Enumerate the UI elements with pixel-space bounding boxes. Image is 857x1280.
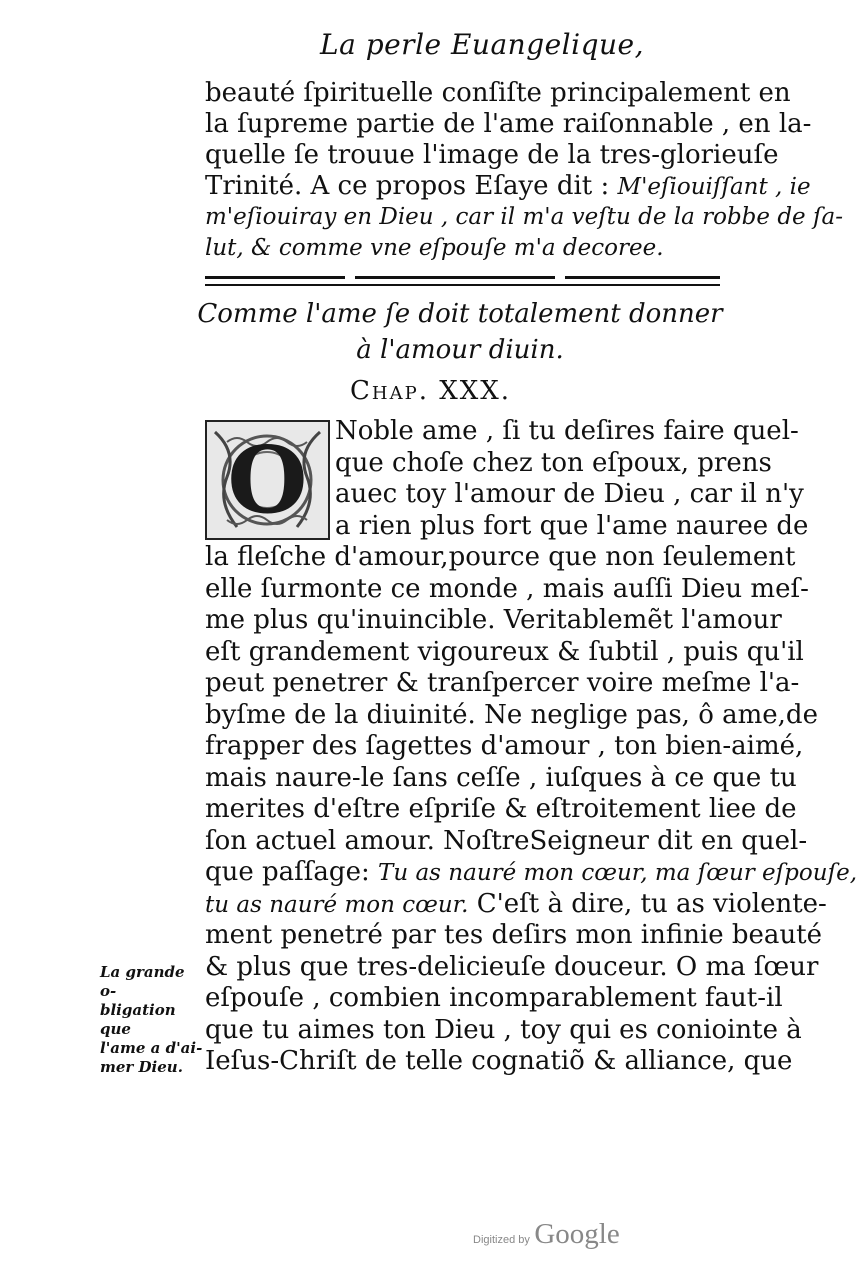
text-line [205,857,857,889]
text-line: ſon actuel amour. NoſtreSeigneur dit en quel- [205,825,808,856]
text-line: peut penetrer & tranſpercer voire meſme l'a- [205,668,800,698]
watermark-prefix: Digitized by [473,1234,530,1246]
text-line: ment penetré par tes deſirs mon infinie beauté [205,920,823,950]
quote-segment: tu as nauré mon cœur. [205,891,469,918]
quote-line: m'eſiouiray en Dieu , car il m'a veſtu de la robbe de ſa- [205,204,843,230]
text-segment: C'eſt à dire, tu as violente- [476,888,827,919]
margin-note-line: l'ame a d'ai- [100,1039,203,1057]
text-line: frapper des ſagettes d'amour , ton bien-aimé, [205,731,804,761]
text-line: me plus qu'inuincible. Veritablemẽt l'amour [205,605,782,635]
text-line: que tu aimes ton Dieu , toy qui es coniointe à [205,1014,802,1045]
text-line: que choſe chez ton eſpoux, prens [335,447,772,478]
text-line [205,888,827,921]
margin-note-line: bligation que [100,1001,176,1038]
text-line: a rien plus fort que l'ame nauree de [335,510,809,541]
text-line: & plus que tres-delicieuſe douceur. O ma ſœur [205,951,819,982]
text-line: mais naure-le ſans ceſſe , iuſques à ce que tu [205,762,797,793]
text-line: auec toy l'amour de Dieu , car il n'y [335,479,804,509]
text-segment: que paſſage: [205,857,370,887]
running-head: La perle Euangelique, [320,28,645,61]
chapter-title-line: à l'amour diuin. [356,335,564,365]
drop-cap-letter: O [227,426,308,534]
text-line: eſt grandement vigoureux & ſubtil , puis qu'il [205,636,804,667]
chapter-title-line: Comme l'ame ſe doit totalement donner [197,299,723,329]
text-line: la fleſche d'amour,pource que non ſeulement [205,542,796,572]
chapter-number: Chap. XXX. [350,376,512,406]
top-paragraph [205,78,843,264]
quote-segment: Tu as nauré mon cœur, ma ſœur eſpouſe, [378,860,857,886]
margin-note-line: mer Dieu. [100,1058,183,1076]
text-line: byſme de la diuinité. Ne neglige pas, ô ame,de [205,699,818,730]
quote-line: lut, & comme vne eſpouſe m'a decoree. [205,235,664,261]
body-paragraph [205,416,857,1078]
margin-note-line: La grande o- [100,963,185,1000]
text-line: beauté ſpirituelle conſiſte principalement en [205,78,791,108]
quote-segment: M'eſiouiſſant , ie [617,174,811,200]
text-line: merites d'eſtre eſpriſe & eſtroitement liee de [205,794,797,824]
text-line: eſpouſe , combien incomparablement faut-il [205,983,783,1013]
text-line: quelle ſe trouue l'image de la tres-glorieuſe [205,140,779,170]
watermark-logo-text: Google [534,1218,620,1250]
section-rule [205,276,720,290]
text-segment: Trinité. A ce propos Eſaye dit : [205,171,610,201]
text-line: Noble ame , ſi tu deſires faire quel- [335,416,799,446]
margin-note [100,963,205,1077]
text-line: la ſupreme partie de l'ame raiſonnable , en la- [205,109,812,139]
text-line [205,171,811,202]
digitization-watermark [473,1218,620,1251]
text-line: Ieſus-Chriſt de telle cognatiõ & alliance, que [205,1046,793,1076]
text-line: elle ſurmonte ce monde , mais auſſi Dieu meſ- [205,573,809,604]
chapter-title [190,296,730,368]
